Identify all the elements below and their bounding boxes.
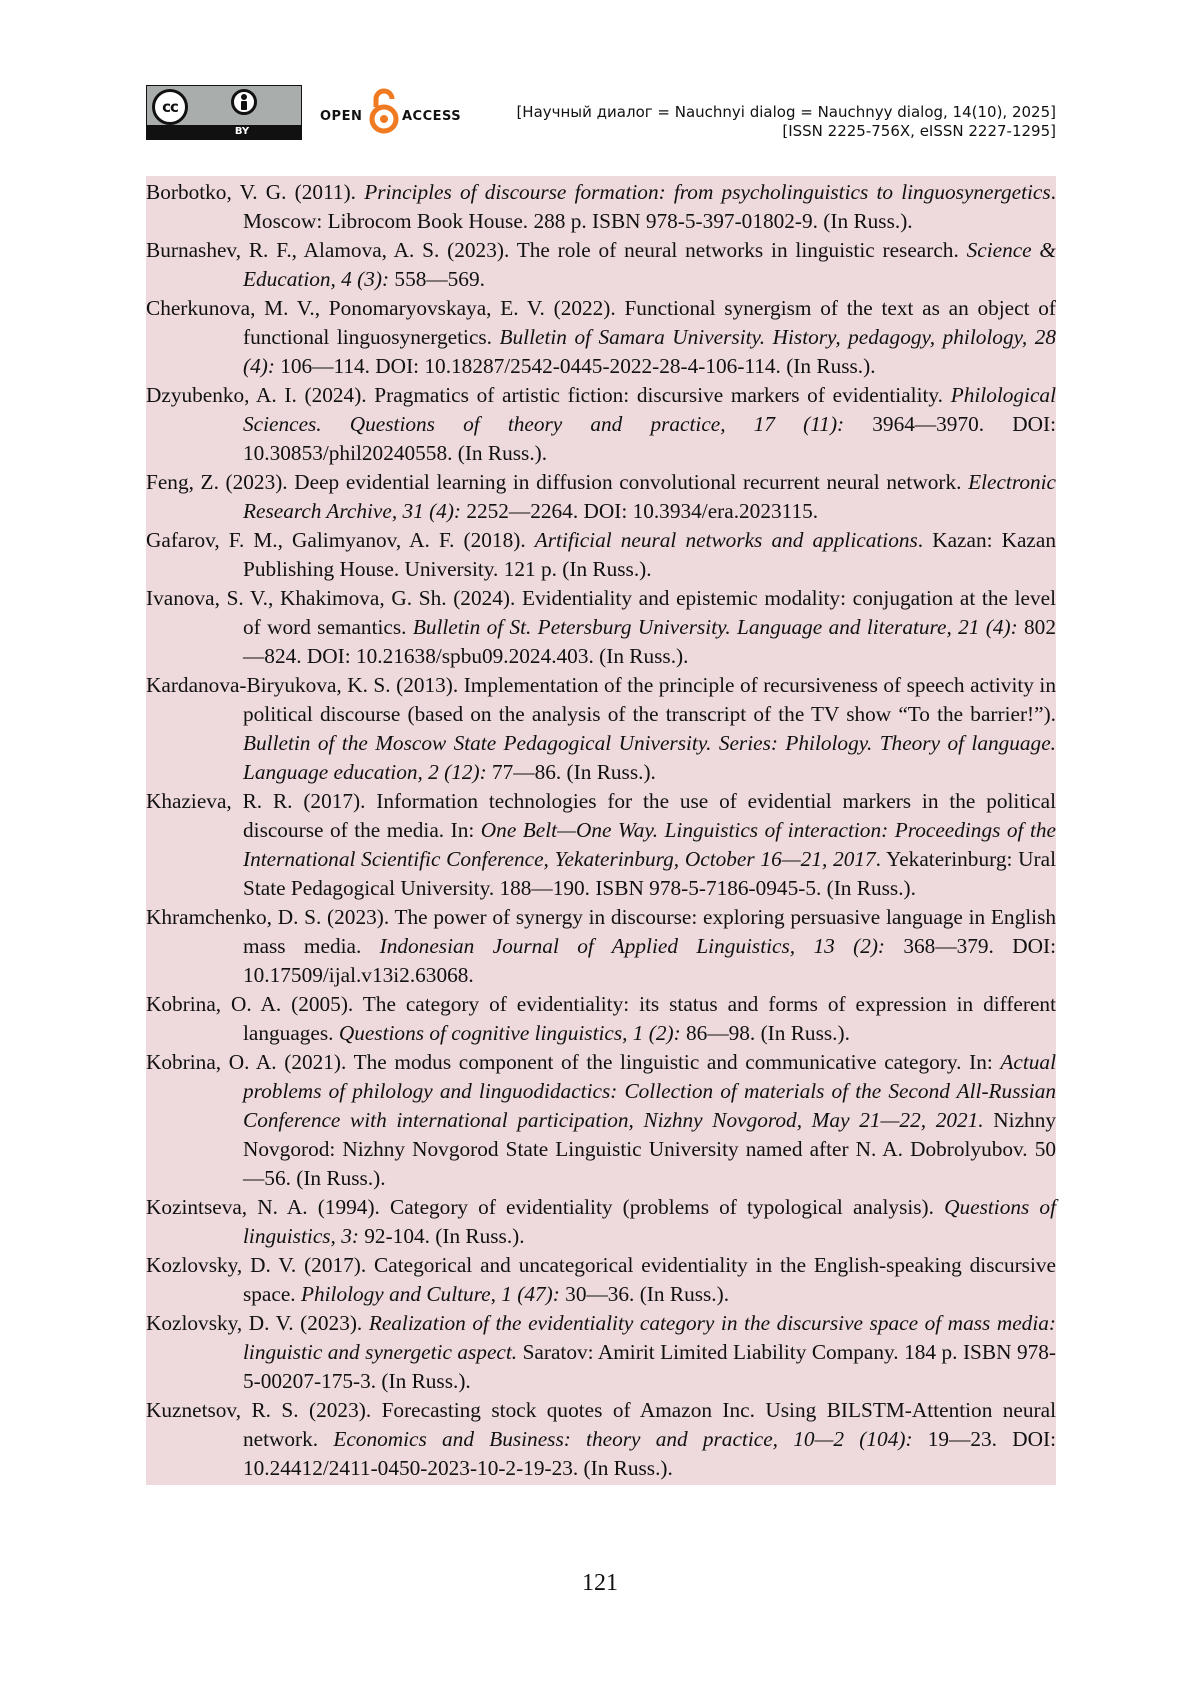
license-by-label: BY <box>234 126 250 137</box>
cc-by-license-badge <box>146 85 302 140</box>
reference-entry: Khramchenko, D. S. (2023). The power of synergy in discourse: exploring persuasive language in English mass media. Indonesian Journal of Applied Linguistics, 13 (2): 368—379. DOI: 10.17509/ijal.v13i2.63068. <box>146 905 1056 987</box>
creative-commons-icon: cc <box>152 89 188 125</box>
page-header <box>146 85 1056 145</box>
reference-entry: Kuznetsov, R. S. (2023). Forecasting stock quotes of Amazon Inc. Using BILSTM-Attention neural network. Economics and Business: theory and practice, 10—2 (104): 19—23. DOI: 10.24412/2411-0450-2023-10-2-19-23. (In Russ.). <box>146 1398 1056 1480</box>
reference-entry: Ivanova, S. V., Khakimova, G. Sh. (2024). Evidentiality and epistemic modality: conjugation at the level of word semantics. Bulletin of St. Petersburg University. Language and literature, 21 (4): 802—824. DOI: 10.21638/spbu09.2024.403. (In Russ.). <box>146 586 1056 668</box>
page-number: 121 <box>582 1570 618 1596</box>
reference-entry: Kozlovsky, D. V. (2017). Categorical and uncategorical evidentiality in the English-speaking discursive space. Philology and Culture, 1 (47): 30—36. (In Russ.). <box>146 1253 1056 1306</box>
journal-citation-header <box>516 103 1056 141</box>
reference-entry: Kozlovsky, D. V. (2023). Realization of the evidentiality category in the discursive space of mass media: linguistic and synergetic aspect. Saratov: Amirit Limited Liability Company. 184 p. ISBN 978-5-00207-175-3. (In Russ.). <box>146 1311 1056 1393</box>
reference-entry: Cherkunova, M. V., Ponomaryovskaya, E. V. (2022). Functional synergism of the text as an object of functional linguosynergetics. Bulletin of Samara University. History, pedagogy, philology, 28 (4): 106—114. DOI: 10.18287/2542-0445-2022-28-4-106-114. (In Russ.). <box>146 296 1056 378</box>
issn-line: [ISSN 2225-756X, eISSN 2227-1295] <box>782 122 1056 140</box>
open-access-open-label: OPEN <box>320 109 363 124</box>
reference-entry: Khazieva, R. R. (2017). Information technologies for the use of evidential markers in the political discourse of the media. In: One Belt—One Way. Linguistics of interaction: Proceedings of the International Scientific Conference, Yekaterinburg, October 16—21, 2017. Yekaterinburg: Ural State Pedagogical University. 188—190. ISBN 978-5-7186-0945-5. (In Russ.). <box>146 789 1056 900</box>
open-access-logo <box>320 87 460 139</box>
open-access-lock-icon <box>368 87 400 135</box>
attribution-person-icon <box>231 89 257 115</box>
reference-entry: Kardanova-Biryukova, K. S. (2013). Implementation of the principle of recursiveness of speech activity in political discourse (based on the analysis of the transcript of the TV show “To the barrier!”). Bulletin of the Moscow State Pedagogical University. Series: Philology. Theory of language. Language education, 2 (12): 77—86. (In Russ.). <box>146 673 1056 784</box>
reference-entry: Kozintseva, N. A. (1994). Category of evidentiality (problems of typological analysis). Questions of linguistics, 3: 92-104. (In Russ.). <box>146 1195 1056 1248</box>
reference-entry: Kobrina, O. A. (2021). The modus component of the linguistic and communicative category. In: Actual problems of philology and linguodidactics: Collection of materials of the Second All-Russian Conference with international participation, Nizhny Novgorod, May 21—22, 2021. Nizhny Novgorod: Nizhny Novgorod State Linguistic University named after N. A. Dobrolyubov. 50—56. (In Russ.). <box>146 1050 1056 1190</box>
reference-entry: Feng, Z. (2023). Deep evidential learning in diffusion convolutional recurrent neural network. Electronic Research Archive, 31 (4): 2252—2264. DOI: 10.3934/era.2023115. <box>146 470 1056 523</box>
reference-entry: Burnashev, R. F., Alamova, A. S. (2023). The role of neural networks in linguistic research. Science & Education, 4 (3): 558—569. <box>146 238 1057 291</box>
open-access-access-label: ACCESS <box>402 109 462 124</box>
reference-entry: Gafarov, F. M., Galimyanov, A. F. (2018). Artificial neural networks and applications. Kazan: Kazan Publishing House. University. 121 p. (In Russ.). <box>146 528 1056 581</box>
reference-entry: Borbotko, V. G. (2011). Principles of discourse formation: from psycholinguistics to linguosynergetics. Moscow: Librocom Book House. 288 p. ISBN 978-5-397-01802-9. (In Russ.). <box>146 180 1056 233</box>
reference-entry: Dzyubenko, A. I. (2024). Pragmatics of artistic fiction: discursive markers of evidentiality. Philological Sciences. Questions of theory and practice, 17 (11): 3964—3970. DOI: 10.30853/phil20240558. (In Russ.). <box>146 383 1056 465</box>
reference-list <box>146 176 1056 1485</box>
journal-name-line: [Научный диалог = Nauchnyi dialog = Nauchnyy dialog, 14(10), 2025] <box>516 103 1056 121</box>
reference-entry: Kobrina, O. A. (2005). The category of evidentiality: its status and forms of expression in different languages. Questions of cognitive linguistics, 1 (2): 86—98. (In Russ.). <box>146 992 1056 1045</box>
